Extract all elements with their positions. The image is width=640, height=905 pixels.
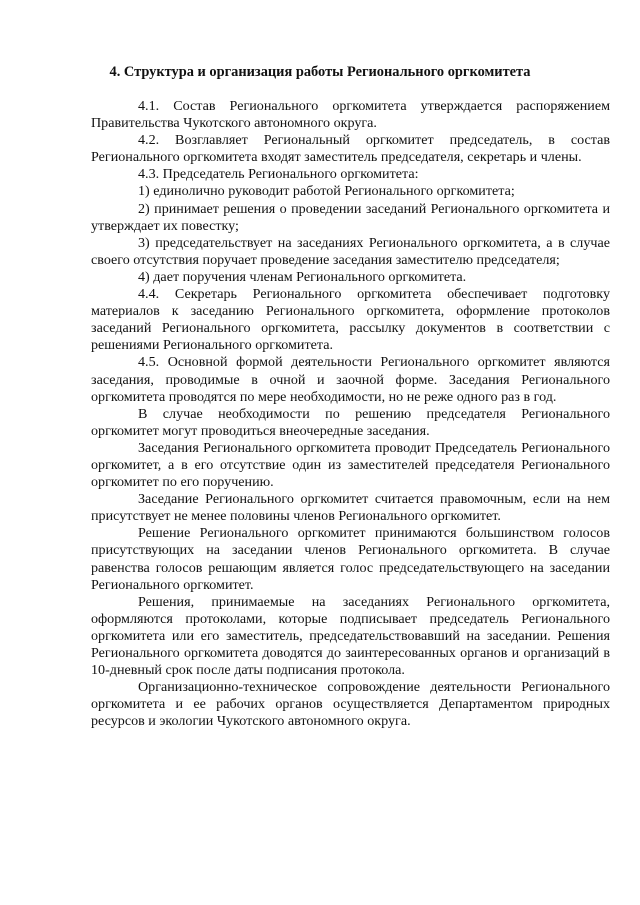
paragraph-4-4: 4.4. Секретарь Регионального оргкомитета обеспечивает подготовку материалов к заседанию Регионального оргкомитета, оформление протоколов заседаний Регионального оргкомитета, рассылку документов в соответствии с решениями Регионального оргкомитета. (91, 286, 610, 354)
paragraph-4-2: 4.2. Возглавляет Региональный оргкомитет председатель, в состав Регионального оргкомитета входят заместитель председателя, секретарь и члены. (91, 132, 610, 166)
paragraph-4-3: 4.3. Председатель Регионального оргкомитета: (138, 166, 419, 183)
list-item-2: 2) принимает решения о проведении заседаний Регионального оргкомитета и утверждает их повестку; (91, 200, 610, 234)
paragraph-technical-support: Организационно-техническое сопровождение деятельности Регионального оргкомитета и ее рабочих органов осуществляется Департаментом природных ресурсов и экологии Чукотского автономного округа. (91, 679, 610, 730)
section-heading: 4. Структура и организация работы Регионального оргкомитета (109, 64, 531, 80)
paragraph-extra-sessions: В случае необходимости по решению председателя Регионального оргкомитет могут проводиться внеочередные заседания. (91, 405, 610, 439)
list-item-4: 4) дает поручения членам Регионального оргкомитета. (138, 268, 467, 285)
paragraph-quorum: Заседание Регионального оргкомитет считается правомочным, если на нем присутствует не менее половины членов Регионального оргкомитет. (91, 491, 610, 525)
list-item-1: 1) единолично руководит работой Регионального оргкомитета; (138, 183, 515, 200)
list-item-3: 3) председательствует на заседаниях Регионального оргкомитета, а в случае своего отсутствия поручает проведение заседания заместителю председателя; (91, 234, 610, 268)
paragraph-voting: Решение Регионального оргкомитет принимаются большинством голосов присутствующих на заседании членов Регионального оргкомитета. В случае равенства голосов решающим является голос председательствующего на заседании Регионального оргкомитет. (91, 525, 610, 593)
paragraph-protocols: Решения, принимаемые на заседаниях Регионального оргкомитета, оформляются протоколами, которые подписывает председатель Регионального оргкомитета или его заместитель, председательствовавший на заседании. Решения Регионального оргкомитета доводятся до заинтересованных органов и организаций в 10-дневный срок после даты подписания протокола. (91, 593, 610, 679)
paragraph-4-5: 4.5. Основной формой деятельности Регионального оргкомитет являются заседания, проводимые в очной и заочной форме. Заседания Регионального оргкомитета проводятся по мере необходимости, но не реже одного раз в год. (91, 354, 610, 405)
paragraph-4-1: 4.1. Состав Регионального оргкомитета утверждается распоряжением Правительства Чукотского автономного округа. (91, 98, 610, 132)
section-body (91, 98, 610, 730)
paragraph-session-chair: Заседания Регионального оргкомитета проводит Председатель Регионального оргкомитет, а в его отсутствие один из заместителей председателя Регионального оргкомитет по его поручению. (91, 439, 610, 491)
